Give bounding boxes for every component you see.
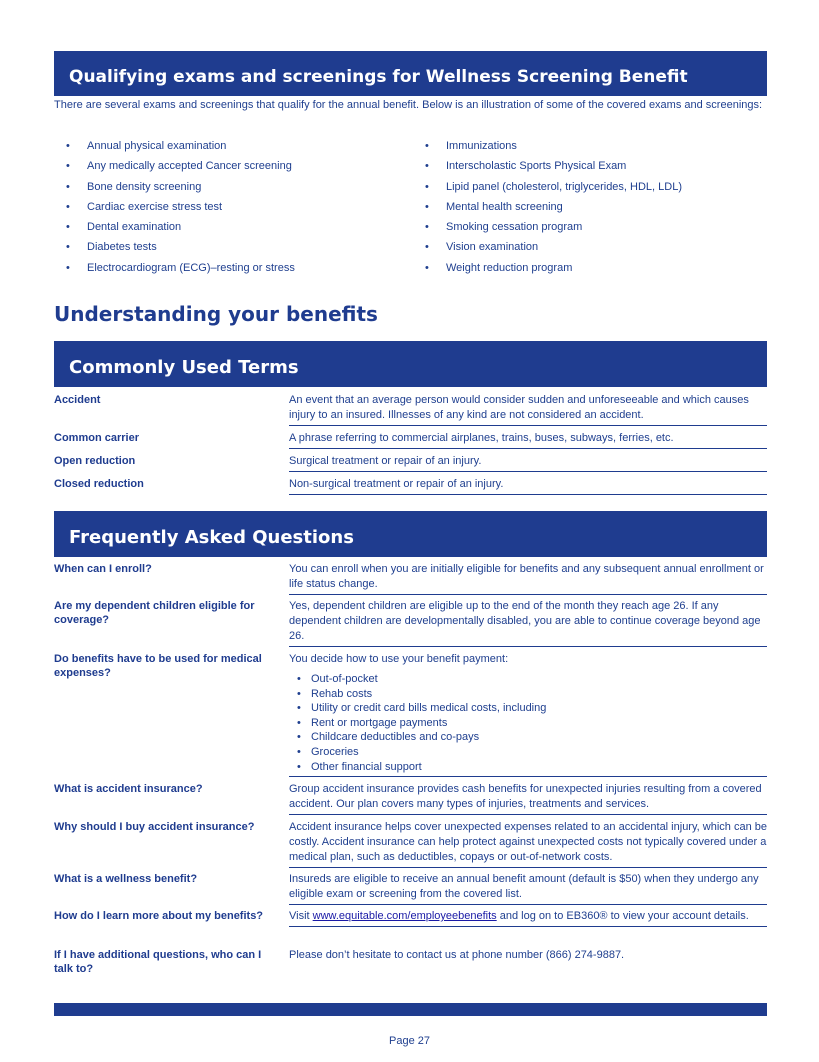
footer-bar [54,1003,767,1016]
term-label: Closed reduction [54,478,144,490]
wellness-section-title: Qualifying exams and screenings for Wellness Screening Benefit [69,67,688,87]
term-label: Accident [54,394,101,406]
list-item: • Lipid panel (cholesterol, triglycerides, HDL, LDL) [413,180,682,200]
list-item: • Mental health screening [413,200,682,220]
list-item: • Groceries [289,745,767,760]
list-item: • Annual physical examination [54,139,295,159]
faq-question: How do I learn more about my benefits? [54,910,264,922]
wellness-intro: There are several exams and screenings that qualify for the annual benefit. Below is an illustration of some of the covered exams and screenings: [54,99,763,111]
list-item: • Smoking cessation program [413,220,682,240]
list-item: • Electrocardiogram (ECG)–resting or stress [54,261,295,281]
employee-benefits-link[interactable]: www.equitable.com/employeebenefits [312,910,497,922]
term-definition: An event that an average person would consider sudden and unforeseeable and which causes injury to an insured. Illnesses of any kind are not considered an accident. [289,393,767,426]
faq-answer: Accident insurance helps cover unexpected expenses related to an accidental injury, which can be costly. Accident insurance can help protect against unexpected costs not typically covered under a medical plan, such as deductibles, copays or out-of-network costs. [289,820,767,868]
covered-exams-list-left [54,139,295,281]
faq-question: Are my dependent children eligible for coverage? [54,600,255,626]
page-number: Page 27 [389,1035,430,1047]
faq-answer: Yes, dependent children are eligible up to the end of the month they reach age 26. If any dependent children are developmentally disabled, you are able to continue coverage beyond age 26. [289,599,767,647]
list-item: • Interscholastic Sports Physical Exam [413,159,682,179]
list-item: • Utility or credit card bills medical costs, including [289,701,767,716]
understanding-benefits-heading: Understanding your benefits [54,302,378,326]
term-definition: Non-surgical treatment or repair of an injury. [289,477,767,495]
list-item: • Diabetes tests [54,240,295,260]
faq-question: Do benefits have to be used for medical expenses? [54,653,262,679]
list-item: • Rent or mortgage payments [289,716,767,731]
wellness-section-header [54,51,767,96]
list-item: • Other financial support [289,760,767,775]
faq-answer [289,909,767,927]
list-item: • Cardiac exercise stress test [54,200,295,220]
covered-exams-list-right [413,139,682,281]
faq-answer-suffix: and log on to EB360® to view your account details. [496,910,749,922]
term-label: Open reduction [54,455,136,467]
list-item: • Any medically accepted Cancer screening [54,159,295,179]
list-item: • Dental examination [54,220,295,240]
terms-section-title: Commonly Used Terms [69,357,299,378]
faq-answer: Insureds are eligible to receive an annual benefit amount (default is $50) when they undergo any eligible exam or screening from the covered list. [289,872,767,905]
terms-section-header [54,341,767,387]
term-definition: A phrase referring to commercial airplanes, trains, buses, subways, ferries, etc. [289,431,767,449]
faq-answer: Please don’t hesitate to contact us at phone number (866) 274-9887. [289,949,625,961]
term-label: Common carrier [54,432,139,444]
list-item: • Weight reduction program [413,261,682,281]
faq-answer: You can enroll when you are initially eligible for benefits and any subsequent annual enrollment or life status change. [289,562,767,595]
list-item: • Immunizations [413,139,682,159]
faq-answer: Group accident insurance provides cash benefits for unexpected injuries resulting from a covered accident. Our plan covers many types of injuries, treatments and services. [289,782,767,815]
faq-answer-prefix: Visit [289,910,313,922]
list-item: • Out-of-pocket [289,672,767,687]
list-item: • Childcare deductibles and co-pays [289,730,767,745]
list-item: • Bone density screening [54,180,295,200]
benefit-uses-list [289,672,767,774]
list-item: • Vision examination [413,240,682,260]
faq-section-title: Frequently Asked Questions [69,527,354,548]
faq-question: What is a wellness benefit? [54,873,198,885]
list-item: • Rehab costs [289,687,767,702]
faq-question: What is accident insurance? [54,783,203,795]
faq-answer-benefit-uses [289,652,767,777]
faq-question: Why should I buy accident insurance? [54,821,255,833]
faq-answer-intro: You decide how to use your benefit payment: [289,653,509,665]
term-definition: Surgical treatment or repair of an injury. [289,454,767,472]
faq-section-header [54,511,767,557]
faq-question: If I have additional questions, who can I talk to? [54,949,262,975]
faq-question: When can I enroll? [54,563,152,575]
